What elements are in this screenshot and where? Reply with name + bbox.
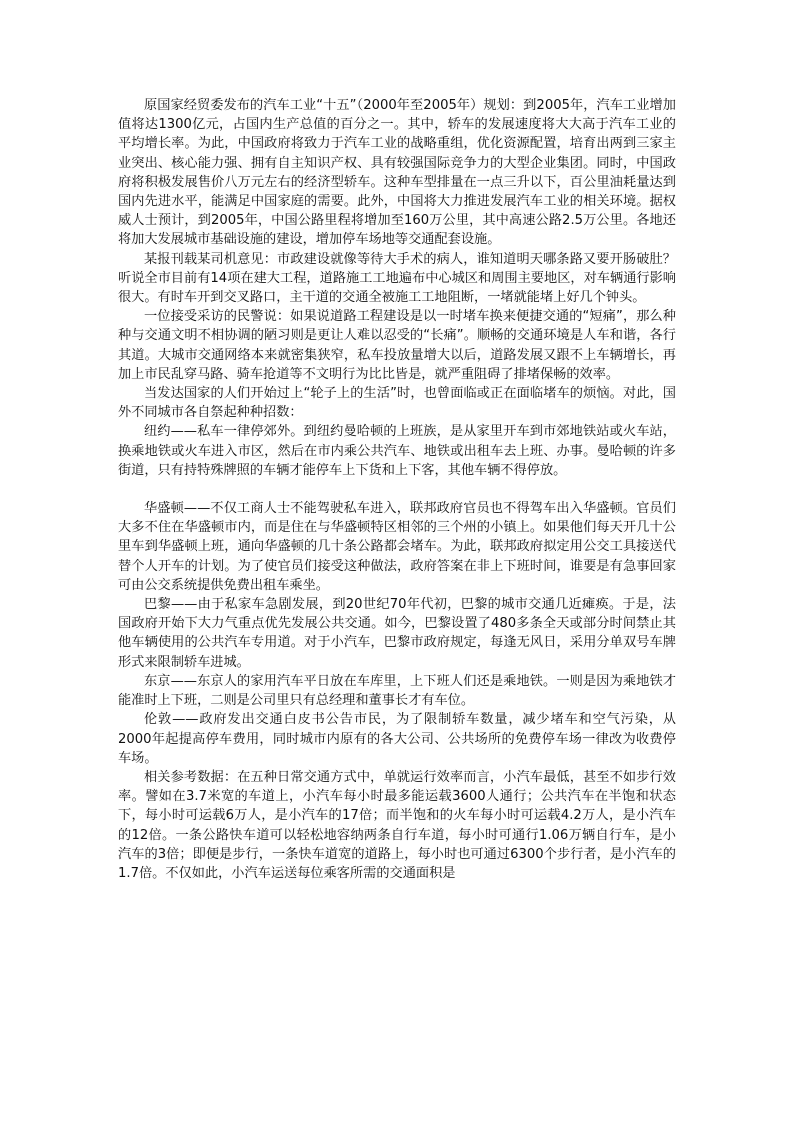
paragraph-police-interview: 一位接受采访的民警说：如果说道路工程建设是以一时堵车换来便捷交通的“短痛”，那么种种与交通文明不相协调的陋习则是更让人难以忍受的“长痛”。顺畅的交通环境是人车和谐，各行其道。大城市交通网络本来就密集狭窄，私车投放量增大以后，道路发展又跟不上车辆增长，再加上市民乱穿马路、骑车抢道等不文明行为比比皆是，就严重阻碍了排堵保畅的效率。: [118, 309, 676, 382]
paragraph-paris: 巴黎——由于私家车急剧发展，到20世纪70年代初，巴黎的城市交通几近瘫痪。于是，法国政府开始下大力气重点优先发展公共交通。如今，巴黎设置了480多条全天或部分时间禁止其他车辆使用的公共汽车专用道。对于小汽车，巴黎市政府规定，每逢无风日，采用分单双号车牌形式来限制轿车进城。: [118, 597, 676, 670]
paragraph-tokyo: 东京——东京人的家用汽车平日放在车库里，上下班人们还是乘地铁。一则是因为乘地铁才能准时上下班，二则是公司里只有总经理和董事长才有车位。: [118, 673, 676, 709]
paragraph-london: 伦敦——政府发出交通白皮书公告市民，为了限制轿车数量，减少堵车和空气污染，从2000年起提高停车费用，同时城市内原有的各大公司、公共场所的免费停车场一律改为收费停车场。: [118, 712, 676, 766]
document-body: [118, 96, 676, 883]
paragraph-new-york: 纽约——私车一律停郊外。到纽约曼哈顿的上班族，是从家里开车到市郊地铁站或火车站，换乘地铁或火车进入市区，然后在市内乘公共汽车、地铁或出租车去上班、办事。曼哈顿的许多街道，只有持特殊牌照的车辆才能停车上下货和上下客，其他车辆不得停放。: [118, 424, 676, 478]
paragraph-driver-opinion: 某报刊载某司机意见：市政建设就像等待大手术的病人，谁知道明天哪条路又要开肠破肚？听说全市目前有14项在建大工程，道路施工工地遍布中心城区和周围主要地区，对车辆通行影响很大。有时车开到交叉路口，主干道的交通全被施工工地阻断，一堵就能堵上好几个钟头。: [118, 251, 676, 306]
paragraph-washington: 华盛顿——不仅工商人士不能驾驶私车进入，联邦政府官员也不得驾车出入华盛顿。官员们大多不住在华盛顿市内，而是住在与华盛顿特区相邻的三个州的小镇上。如果他们每天开几十公里车到华盛顿上班，通向华盛顿的几十条公路都会堵车。为此，联邦政府拟定用公交工具接送代替个人开车的计划。为了使官员们接受这种做法，政府答案在非上下班时间，谁要是有急事回家可由公交系统提供免费出租车乘坐。: [118, 501, 676, 593]
paragraph-auto-industry-plan: 原国家经贸委发布的汽车工业“十五”（2000年至2005年）规划：到2005年，汽车工业增加值将达1300亿元，占国内生产总值的百分之一。其中，轿车的发展速度将大大高于汽车工业的平均增长率。为此，中国政府将致力于汽车工业的战略重组，优化资源配置，培育出两到三家主业突出、核心能力强、拥有自主知识产权、具有较强国际竞争力的大型企业集团。同时，中国政府将积极发展售价八万元左右的经济型轿车。这种车型排量在一点三升以下，百公里油耗量达到国内先进水平，能满足中国家庭的需要。此外，中国将大力推进发展汽车工业的相关环境。据权威人士预计，到2005年，中国公路里程将增加至160万公里，其中高速公路2.5万公里。各地还将加大发展城市基础设施的建设，增加停车场地等交通配套设施。: [118, 98, 676, 248]
paragraph-foreign-cities-intro: 当发达国家的人们开始过上“轮子上的生活”时，也曾面临或正在面临堵车的烦恼。对此，国外不同城市各自祭起种种招数：: [118, 386, 676, 421]
paragraph-reference-data: 相关参考数据：在五种日常交通方式中，单就运行效率而言，小汽车最低，甚至不如步行效率。譬如在3.7米宽的车道上，小汽车每小时最多能运载3600人通行；公共汽车在半饱和状态下，每小时可运载6万人，是小汽车的17倍；而半饱和的火车每小时可运载4.2万人，是小汽车的12倍。一条公路快车道可以轻松地容纳两条自行车道，每小时可通行1.06万辆自行车，是小汽车的3倍；即便是步行，一条快车道宽的道路上，每小时也可通过6300个步行者，是小汽车的1.7倍。不仅如此，小汽车运送每位乘客所需的交通面积是: [118, 769, 676, 881]
